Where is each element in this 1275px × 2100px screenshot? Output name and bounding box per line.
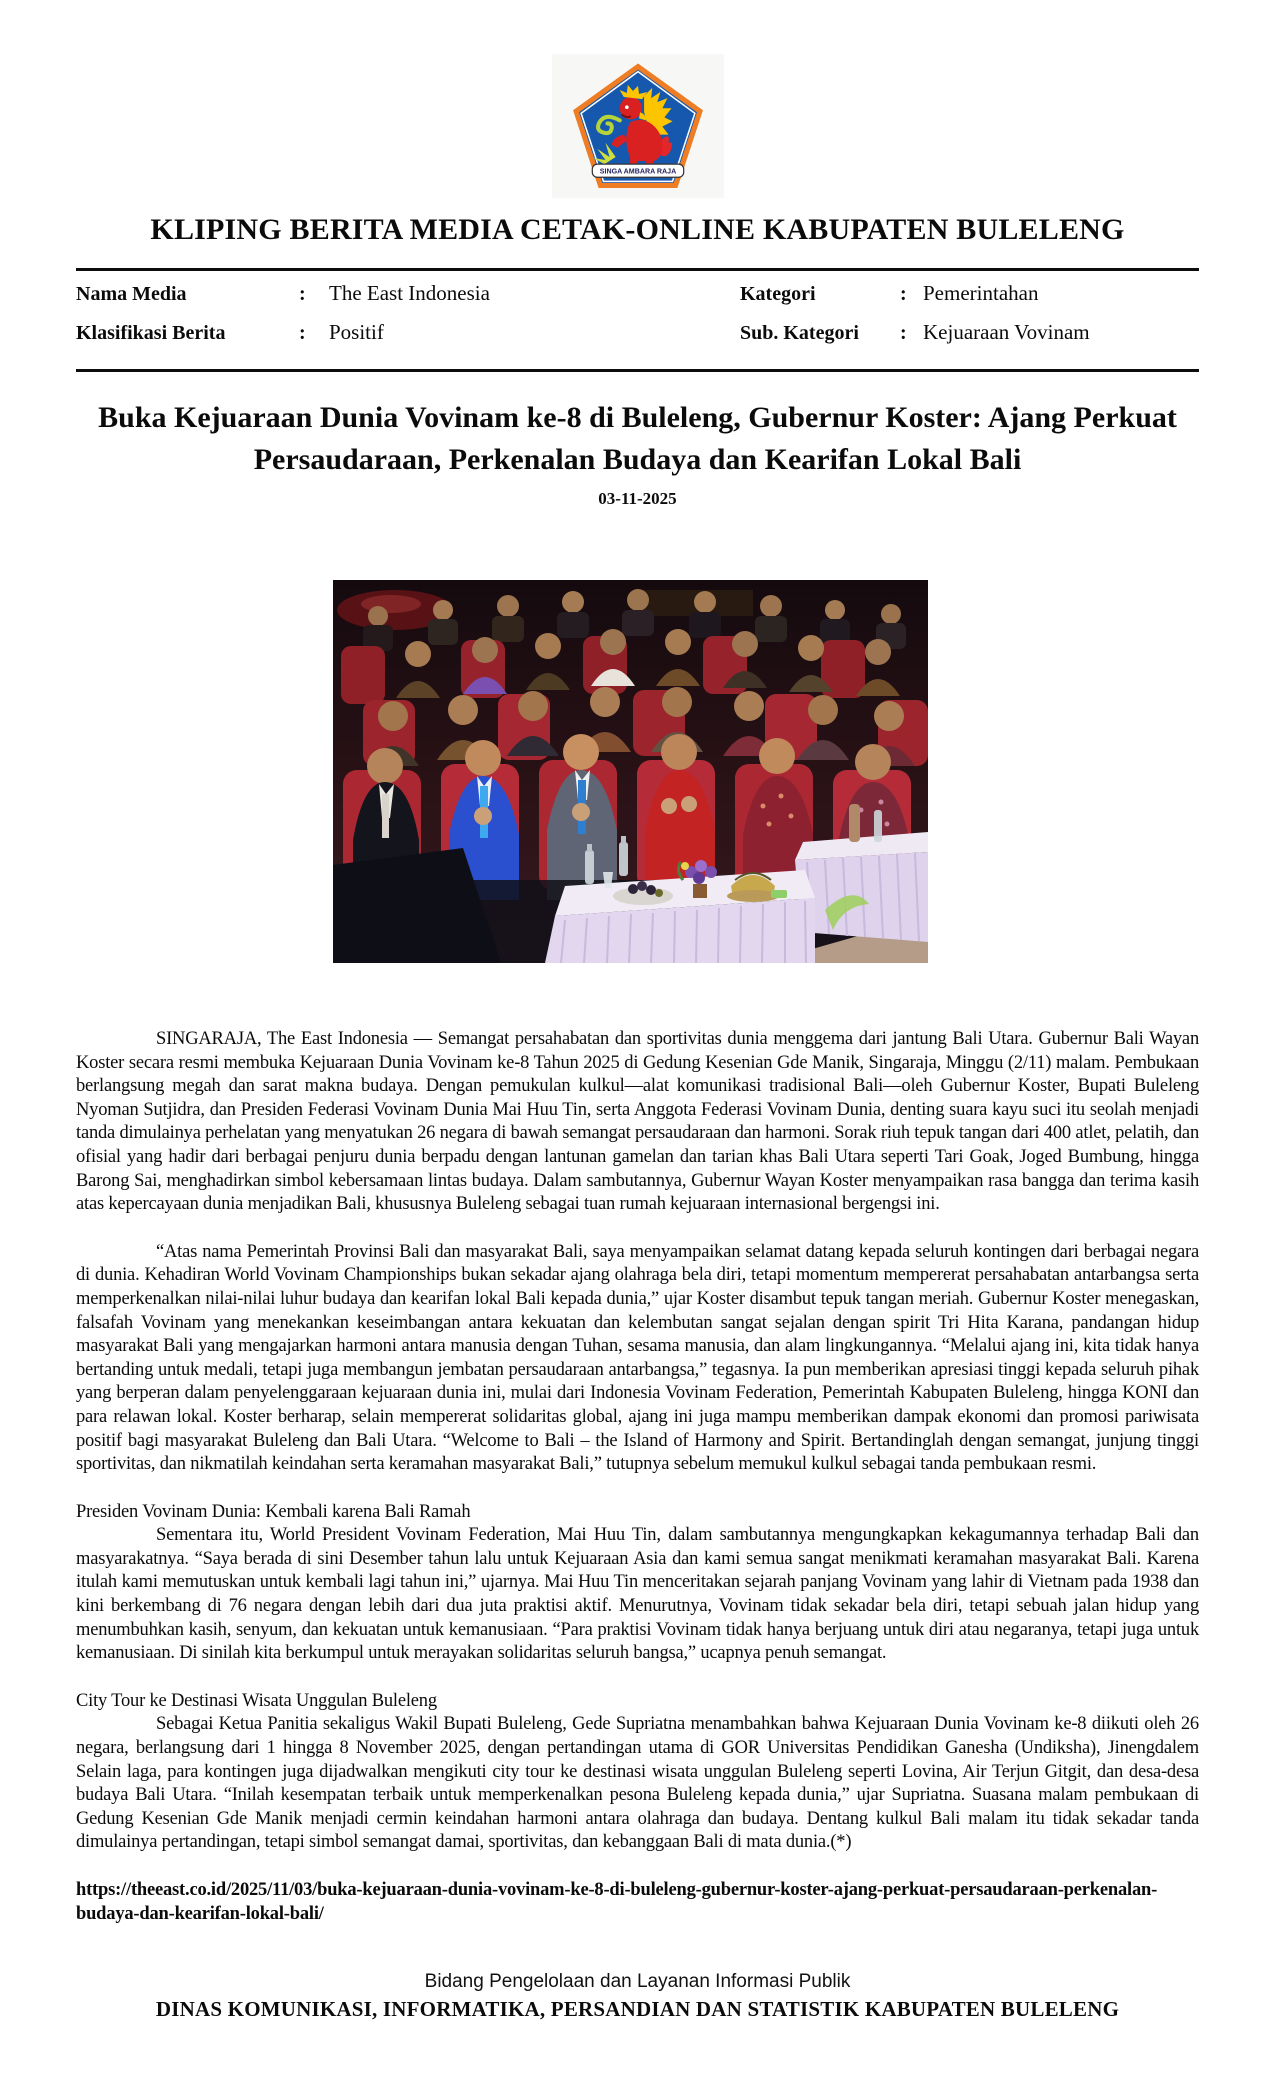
footer-division: Bidang Pengelolaan dan Layanan Informasi Publik <box>424 1971 851 1992</box>
buleleng-regency-logo <box>552 54 724 198</box>
meta-label-nama-media: Nama Media <box>76 283 187 305</box>
logo-banner <box>592 164 683 177</box>
audience-photo <box>333 580 928 963</box>
page-footer <box>0 1971 1275 2022</box>
article-photo <box>333 580 928 963</box>
colon: : <box>299 283 306 305</box>
logo-banner-text: SINGA AMBARA RAJA <box>599 167 677 176</box>
colon: : <box>900 283 907 305</box>
paragraph-4: Sebagai Ketua Panitia sekaligus Wakil Bupati Buleleng, Gede Supriatna menambahkan bahwa Kejuaraan Dunia Vovinam ke-8 diikuti oleh 26 negara, berlangsung dari 1 hingga 8 November 2025, dengan pertandingan utama di GOR Universitas Pendidikan Ganesha (Undiksha), Jinengdalem Selain laga, para kontingen juga dijadwalkan mengikuti city tour ke destinasi wisata unggulan Buleleng seperti Lovina, Air Terjun Gitgit, dan desa-desa budaya Bali Utara. “Inilah kesempatan terbaik untuk memperkenalkan pesona Buleleng kepada dunia,” ujar Supriatna. Suasana malam pembukaan di Gedung Kesenian Gde Manik menjadi cermin keindahan harmoni antara olahraga dan budaya. Dentang kulkul Bali malam itu tidak sekadar tanda dimulainya pertandingan, tetapi simbol semangat damai, sportivitas, dan kebanggaan Bali di mata dunia.(*) <box>76 1714 1199 1853</box>
footer-agency: DINAS KOMUNIKASI, INFORMATIKA, PERSANDIAN DAN STATISTIK KABUPATEN BULELENG <box>155 1997 1120 2021</box>
meta-table <box>76 281 1199 345</box>
meta-value-nama-media: The East Indonesia <box>329 281 490 305</box>
paragraph-3: Sementara itu, World President Vovinam Federation, Mai Huu Tin, dalam sambutannya mengungkapkan kekagumannya terhadap Bali dan masyarakatnya. “Saya berada di sini Desember tahun lalu untuk Kejuaraan Asia dan kami semua sangat menikmati keramahan masyarakat Bali. Karena itulah kami memutuskan untuk kembali lagi tahun ini,” ujarnya. Mai Huu Tin menceritakan sejarah panjang Vovinam yang lahir di Vietnam pada 1938 dan kini berkembang di 76 negara dengan lebih dari dua juta praktisi aktif. Menurutnya, Vovinam tidak sekadar bela diri, tetapi sebuah jalan hidup yang menumbuhkan kasih, senyum, dan kekuatan untuk kemanusiaan. “Para praktisi Vovinam tidak hanya berjuang untuk diri atau negaranya, tetapi juga untuk kemanusiaan. Di sinilah kita berkumpul untuk merayakan solidaritas seluruh bangsa,” ucapnya penuh semangat. <box>76 1525 1199 1664</box>
divider-top <box>76 268 1199 271</box>
meta-value-klasifikasi: Positif <box>329 320 384 344</box>
meta-value-kategori: Pemerintahan <box>923 281 1039 305</box>
colon: : <box>900 322 907 344</box>
article-headline: Buka Kejuaraan Dunia Vovinam ke-8 di Buleleng, Gubernur Koster: Ajang Perkuat Persaudaraan, Perkenalan Budaya dan Kearifan Lokal Bali <box>98 401 1177 476</box>
article-body <box>76 1028 1199 1950</box>
paragraph-1: SINGARAJA, The East Indonesia — Semangat persahabatan dan sportivitas dunia menggema dari jantung Bali Utara. Gubernur Bali Wayan Koster secara resmi membuka Kejuaraan Dunia Vovinam ke-8 Tahun 2025 di Gedung Kesenian Gde Manik, Singaraja, Minggu (2/11) malam. Pembukaan berlangsung megah dan sarat makna budaya. Dengan pemukulan kulkul—alat komunikasi tradisional Bali—oleh Gubernur Koster, Bupati Buleleng Nyoman Sutjidra, dan Presiden Federasi Vovinam Dunia Mai Huu Tin, serta Anggota Federasi Vovinam Dunia, denting suara kayu suci itu seolah menjadi tanda dimulainya perhelatan yang menyatukan 26 negara di bawah semangat persaudaraan dan harmoni. Sorak riuh tepuk tangan dari 400 atlet, pelatih, dan ofisial yang hadir dari berbagai penjuru dunia berpadu dengan lantunan gamelan dan tarian khas Bali Utara seperti Tari Goak, Joged Bumbung, hingga Barong Sai, menghadirkan simbol kebersamaan lintas budaya. Dalam sambutannya, Gubernur Wayan Koster menyampaikan rasa bangga dan terima kasih atas kepercayaan dunia menjadikan Bali, khususnya Buleleng sebagai tuan rumah kejuaraan internasional bergengsi ini. <box>76 1029 1199 1215</box>
colon: : <box>299 322 306 344</box>
subheading-2: City Tour ke Destinasi Wisata Unggulan Buleleng <box>76 1690 437 1711</box>
meta-value-sub-kategori: Kejuaraan Vovinam <box>923 320 1090 344</box>
subheading-1: Presiden Vovinam Dunia: Kembali karena Bali Ramah <box>76 1501 471 1522</box>
source-url: https://theeast.co.id/2025/11/03/buka-kejuaraan-dunia-vovinam-ke-8-di-buleleng-gubernur-koster-ajang-perkuat-persaudaraan-perkenalan-budaya-dan-kearifan-lokal-bali/ <box>76 1880 1158 1924</box>
paragraph-2: “Atas nama Pemerintah Provinsi Bali dan masyarakat Bali, saya menyampaikan selamat datang kepada seluruh kontingen dari berbagai negara di dunia. Kehadiran World Vovinam Championships bukan sekadar ajang olahraga bela diri, tetapi momentum mempererat persahabatan antarbangsa serta memperkenalkan nilai-nilai luhur budaya dan kearifan lokal Bali kepada dunia,” ujar Koster disambut tepuk tangan meriah. Gubernur Koster menegaskan, falsafah Vovinam yang menekankan keseimbangan antara kekuatan dan kelembutan sangat sejalan dengan spirit Tri Hita Karana, pandangan hidup masyarakat Bali yang mengajarkan harmoni antara manusia dengan Tuhan, sesama manusia, dan alam lingkungannya. “Melalui ajang ini, kita tidak hanya bertanding untuk medali, tetapi juga membangun jembatan persaudaraan antarbangsa,” tegasnya. Ia pun memberikan apresiasi tinggi kepada seluruh pihak yang berperan dalam penyelenggaraan kejuaraan dunia ini, mulai dari Indonesia Vovinam Federation, Pemerintah Kabupaten Buleleng, hingga KONI dan para relawan lokal. Koster berharap, selain mempererat solidaritas global, ajang ini juga mampu memberikan dampak ekonomi dan promosi pariwisata positif bagi masyarakat Buleleng dan Bali Utara. “Welcome to Bali – the Island of Harmony and Spirit. Bertandinglah dengan semangat, junjung tinggi sportivitas, dan nikmatilah keindahan serta keramahan masyarakat Bali,” tutupnya sebelum memukul kulkul sebagai tanda pembukaan resmi. <box>76 1241 1199 1475</box>
document-title: KLIPING BERITA MEDIA CETAK-ONLINE KABUPATEN BULELENG <box>150 213 1125 246</box>
article-date: 03-11-2025 <box>598 489 677 508</box>
meta-label-klasifikasi: Klasifikasi Berita <box>76 322 226 344</box>
meta-label-kategori: Kategori <box>740 283 816 305</box>
meta-label-sub-kategori: Sub. Kategori <box>740 322 859 344</box>
divider-bottom <box>76 369 1199 372</box>
singa-ambara-raja-emblem <box>573 63 703 189</box>
